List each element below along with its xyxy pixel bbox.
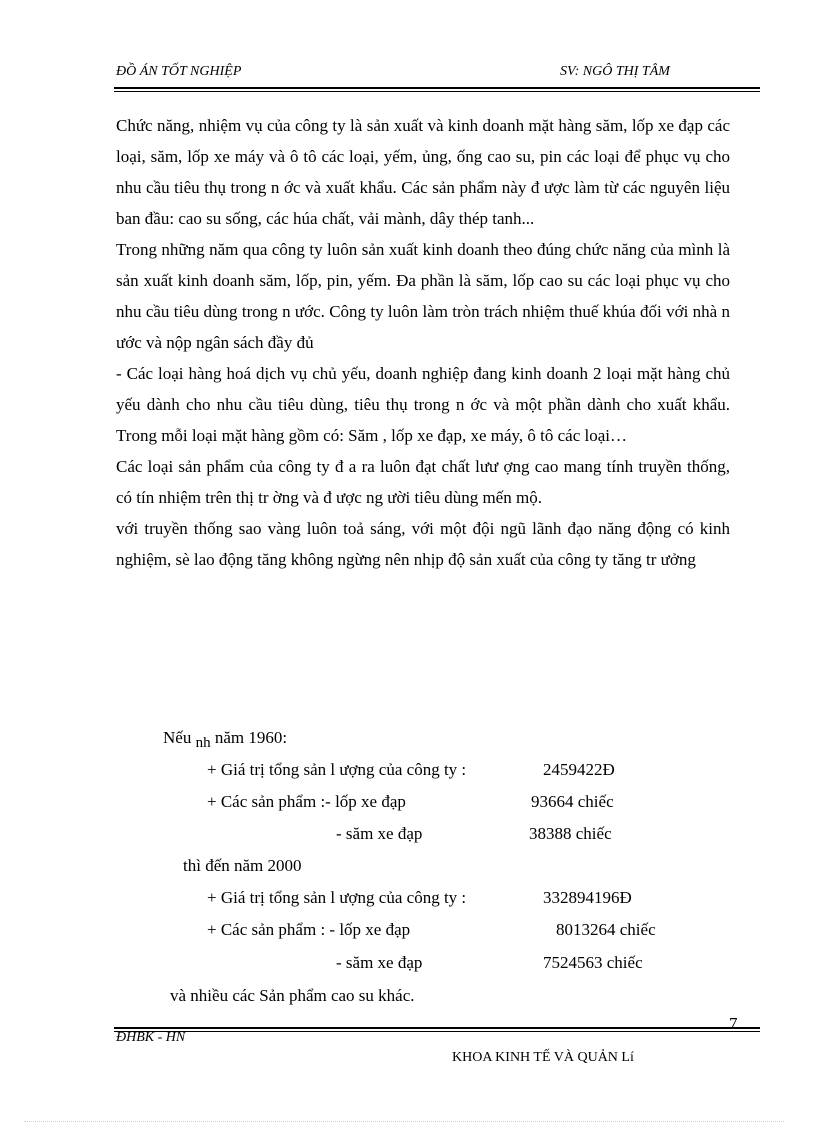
footer-university: ĐHBK - HN bbox=[116, 1030, 186, 1045]
header-author: SV: NGÔ THỊ TÂM bbox=[560, 64, 670, 79]
tubes-1960: 38388 chiếc bbox=[529, 824, 612, 843]
footer-faculty: KHOA KINH TẾ VÀ QUẢN Lí bbox=[452, 1050, 634, 1065]
header-rule bbox=[114, 87, 760, 89]
intro-1960: Nếu nh năm 1960: bbox=[163, 728, 288, 751]
closing-line: và nhiều các Sản phẩm cao su khác. bbox=[170, 986, 415, 1005]
footer-rule-thin bbox=[114, 1031, 760, 1032]
tires-1960: 93664 chiếc bbox=[531, 792, 614, 811]
paragraph-quality: Các loại sản phẩm của công ty đ a ra luôn đạt chất lưư ợng cao mang tính truyền thống, có tín nhiệm trên thị tr ờng và đ ược ng ười tiêu dùng mến mộ. bbox=[116, 457, 730, 507]
paragraph-tradition: với truyền thống sao vàng luôn toả sáng, với một đội ngũ lãnh đạo năng động có kinh nghiệm, sè lao động tăng không ngừng nên nhịp độ sản xuất của công ty tăng tr ưởng bbox=[116, 519, 730, 569]
paragraph-production: Trong những năm qua công ty luôn sản xuất kinh doanh theo đúng chức năng của mình là sản xuất kinh doanh săm, lốp, pin, yếm. Đa phần là săm, lốp cao su các loại phục vụ cho nhu cầu tiêu dùng trong n ước. Công ty luôn làm tròn trách nhiệm thuế khúa đối với nhà n ước và nộp ngân sách đầy đủ bbox=[116, 240, 730, 352]
footer-rule bbox=[114, 1027, 760, 1029]
page-edge-dotted-line bbox=[24, 1121, 784, 1122]
page-header bbox=[116, 64, 760, 84]
value-2000: 332894196Đ bbox=[543, 888, 632, 907]
products-label-2000: + Các sản phẩm : - lốp xe đạp bbox=[207, 920, 411, 939]
tubes-2000: 7524563 chiếc bbox=[543, 953, 643, 972]
paragraph-functions: Chức năng, nhiệm vụ của công ty là sản xuất và kinh doanh mặt hàng săm, lốp xe đạp các loại, săm, lốp xe máy và ô tô các loại, yếm, ủng, ống cao su, pin các loại để phục vụ cho nhu cầu tiêu thụ trong n ớc và xuất khẩu. Các sản phẩm này đ ược làm từ các nguyên liệu ban đầu: cao su sống, các húa chất, vải mành, dây thép tanh... bbox=[116, 116, 730, 228]
page-number: 7 bbox=[729, 1014, 738, 1033]
tires-2000: 8013264 chiếc bbox=[556, 920, 656, 939]
products-label-1960: + Các sản phẩm :- lốp xe đạp bbox=[207, 792, 406, 811]
tubes-label-2000: - săm xe đạp bbox=[336, 953, 423, 972]
intro-2000: thì đến năm 2000 bbox=[183, 856, 302, 875]
tubes-label-1960: - săm xe đạp bbox=[336, 824, 423, 843]
value-label-2000: + Giá trị tổng sản l ượng của công ty : bbox=[207, 888, 467, 907]
value-1960: 2459422Đ bbox=[543, 760, 615, 779]
paragraph-products: - Các loại hàng hoá dịch vụ chủ yếu, doanh nghiệp đang kinh doanh 2 loại mặt hàng chủ yếu dành cho nhu cầu tiêu dùng, tiêu thụ trong n ớc và một phần dành cho xuất khẩu. Trong mỗi loại mặt hàng gồm có: Săm , lốp xe đạp, xe máy, ô tô các loại… bbox=[116, 364, 730, 445]
header-title: ĐỒ ÁN TỐT NGHIỆP bbox=[116, 64, 242, 79]
value-label-1960: + Giá trị tổng sản l ượng của công ty : bbox=[207, 760, 467, 779]
header-rule-thin bbox=[114, 91, 760, 92]
body-text bbox=[116, 110, 730, 575]
